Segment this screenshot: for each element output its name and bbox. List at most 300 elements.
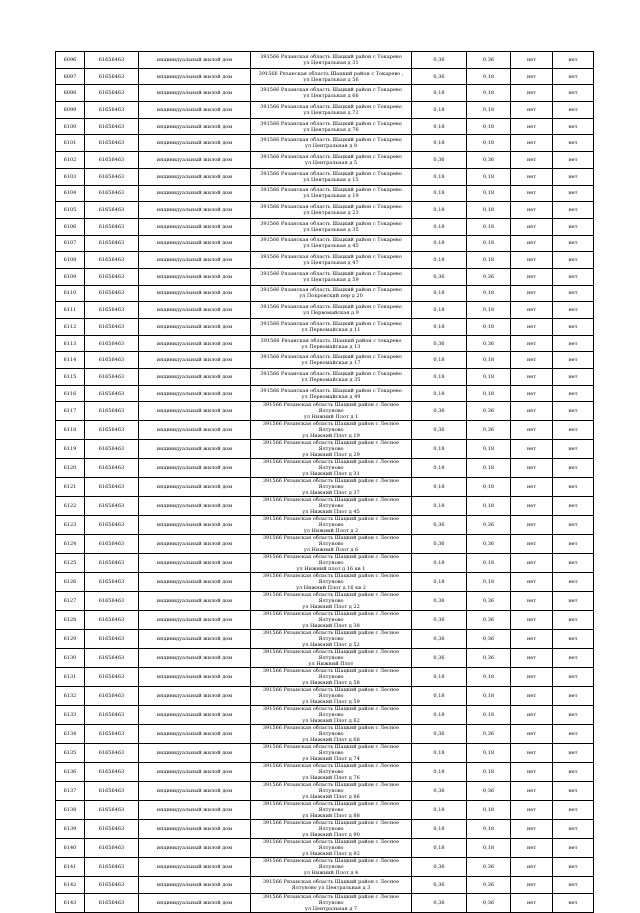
value-1-cell: 0,36 — [412, 402, 467, 421]
object-type-cell: индивидуальный жилой дом — [139, 102, 251, 119]
row-number-cell: 6127 — [56, 592, 85, 611]
value-2-cell: 0,18 — [467, 168, 511, 185]
row-number-cell: 6105 — [56, 202, 85, 219]
table-row — [56, 801, 594, 820]
code-cell: 61656463 — [85, 85, 139, 102]
value-2-cell: 0,36 — [467, 630, 511, 649]
address-line-2: ул Центральная д 66 — [303, 93, 359, 100]
value-1-cell: 0,18 — [412, 168, 467, 185]
flag-1-cell: нет — [511, 68, 553, 85]
flag-2-cell: нет — [553, 285, 594, 302]
address-line-2: ул Центральная д 47 — [303, 260, 359, 267]
flag-1-cell: нет — [511, 369, 553, 386]
value-1-cell: 0,36 — [412, 421, 467, 440]
flag-1-cell: нет — [511, 649, 553, 668]
address-line-2: ул Первомайская д 17 — [301, 360, 361, 367]
address-cell — [251, 782, 412, 801]
row-number-cell: 6139 — [56, 820, 85, 839]
table-row — [56, 894, 594, 913]
address-cell — [251, 516, 412, 535]
address-line-1: 391566 Рязанская область Шацкий район с Лесное Ялтуново — [262, 630, 400, 643]
flag-2-cell: нет — [553, 573, 594, 592]
table-row — [56, 52, 594, 69]
flag-2-cell: нет — [553, 202, 594, 219]
value-1-cell: 0,36 — [412, 152, 467, 169]
address-cell — [251, 252, 412, 269]
value-1-cell: 0,36 — [412, 516, 467, 535]
address-line-1: 391566 Рязанская область Шацкий район с Лесное Ялтуново — [262, 744, 400, 757]
code-cell: 61656463 — [85, 185, 139, 202]
table-row — [56, 202, 594, 219]
flag-2-cell: нет — [553, 252, 594, 269]
code-cell: 61656463 — [85, 319, 139, 336]
address-line-1: 391566 Рязанская область Шацкий район с Лесное Ялтуново — [262, 497, 400, 510]
address-line-1: 391566 Рязанская область Шацкий район с Токарево — [260, 53, 402, 60]
row-number-cell: 6104 — [56, 185, 85, 202]
code-cell: 61656463 — [85, 118, 139, 135]
object-type-cell: индивидуальный жилой дом — [139, 252, 251, 269]
code-cell: 61656463 — [85, 782, 139, 801]
value-2-cell: 0,18 — [467, 135, 511, 152]
object-type-cell: индивидуальный жилой дом — [139, 118, 251, 135]
address-line-1: 391566 Рязанская область Шацкий район с Лесное Ялтуново — [262, 611, 400, 624]
table-row — [56, 668, 594, 687]
object-type-cell: индивидуальный жилой дом — [139, 592, 251, 611]
flag-2-cell: нет — [553, 268, 594, 285]
flag-1-cell: нет — [511, 554, 553, 573]
flag-2-cell: нет — [553, 235, 594, 252]
flag-1-cell: нет — [511, 668, 553, 687]
value-2-cell: 0,18 — [467, 302, 511, 319]
code-cell: 61656463 — [85, 135, 139, 152]
address-line-1: 391566 Рязанская область Шацкий район с Лесное Ялтуново — [262, 894, 400, 907]
value-2-cell: 0,36 — [467, 592, 511, 611]
table-row — [56, 725, 594, 744]
code-cell: 61656463 — [85, 335, 139, 352]
table-row — [56, 649, 594, 668]
object-type-cell: индивидуальный жилой дом — [139, 285, 251, 302]
code-cell: 61656463 — [85, 858, 139, 877]
value-1-cell: 0,18 — [412, 497, 467, 516]
value-1-cell: 0,18 — [412, 118, 467, 135]
address-cell — [251, 102, 412, 119]
address-cell — [251, 352, 412, 369]
row-number-cell: 6129 — [56, 630, 85, 649]
code-cell: 61656463 — [85, 152, 139, 169]
object-type-cell: индивидуальный жилой дом — [139, 706, 251, 725]
code-cell: 61656463 — [85, 268, 139, 285]
table-row — [56, 352, 594, 369]
flag-1-cell: нет — [511, 85, 553, 102]
object-type-cell: индивидуальный жилой дом — [139, 302, 251, 319]
code-cell: 61656463 — [85, 744, 139, 763]
code-cell: 61656463 — [85, 168, 139, 185]
flag-2-cell: нет — [553, 801, 594, 820]
value-2-cell: 0,18 — [467, 744, 511, 763]
address-cell — [251, 535, 412, 554]
object-type-cell: индивидуальный жилой дом — [139, 725, 251, 744]
flag-2-cell: нет — [553, 152, 594, 169]
flag-2-cell: нет — [553, 535, 594, 554]
table-row — [56, 185, 594, 202]
object-type-cell: индивидуальный жилой дом — [139, 68, 251, 85]
code-cell: 61656463 — [85, 535, 139, 554]
address-line-2: ул Первомайская д 13 — [301, 343, 361, 350]
code-cell: 61656463 — [85, 554, 139, 573]
code-cell: 61656463 — [85, 68, 139, 85]
value-1-cell: 0,18 — [412, 218, 467, 235]
flag-2-cell: нет — [553, 554, 594, 573]
table-row — [56, 592, 594, 611]
flag-1-cell: нет — [511, 820, 553, 839]
value-1-cell: 0,36 — [412, 858, 467, 877]
table-row — [56, 319, 594, 336]
flag-2-cell: нет — [553, 85, 594, 102]
row-number-cell: 6137 — [56, 782, 85, 801]
row-number-cell: 6135 — [56, 744, 85, 763]
value-1-cell: 0,18 — [412, 302, 467, 319]
flag-2-cell: нет — [553, 820, 594, 839]
flag-2-cell: нет — [553, 497, 594, 516]
table-row — [56, 421, 594, 440]
code-cell: 61656463 — [85, 218, 139, 235]
address-line-1: 391566 Рязанская область Шацкий район с Лесное Ялтуново — [262, 782, 400, 795]
table-row — [56, 573, 594, 592]
address-cell — [251, 369, 412, 386]
address-line-2: ул Нижний Плот д 88 — [302, 813, 360, 820]
code-cell: 61656463 — [85, 52, 139, 69]
address-line-1: 391566 Рязанская область Шацкий район с Лесное Ялтуново — [262, 459, 400, 472]
value-1-cell: 0,36 — [412, 592, 467, 611]
address-line-2: ул Первомайская д 49 — [301, 393, 361, 400]
address-line-1: 391566 Рязанская область Шацкий район с Лесное Ялтуново — [262, 687, 400, 700]
flag-1-cell: нет — [511, 52, 553, 69]
address-line-2: ул Центральная д 23 — [303, 210, 359, 217]
address-line-1: 391566 Рязанская область Шацкий район с Токарево — [260, 304, 402, 311]
address-line-2: ул Нижний Плот д 29 — [302, 452, 360, 459]
table-row — [56, 877, 594, 894]
address-line-1: 391566 Рязанская область Шацкий район с Токарево — [260, 220, 402, 227]
address-cell — [251, 135, 412, 152]
address-cell — [251, 744, 412, 763]
value-2-cell: 0,18 — [467, 497, 511, 516]
address-line-1: 391566 Рязанская область Шацкий район с Лесное Ялтуново — [262, 725, 400, 738]
code-cell: 61656463 — [85, 725, 139, 744]
flag-1-cell: нет — [511, 782, 553, 801]
address-line-1: 391566 Рязанская область Шацкий район с Лесное Ялтуново — [262, 649, 400, 662]
flag-2-cell: нет — [553, 385, 594, 402]
value-2-cell: 0,18 — [467, 440, 511, 459]
table-row — [56, 218, 594, 235]
table-row — [56, 302, 594, 319]
address-line-2: ул Центральная д 15 — [303, 176, 359, 183]
flag-1-cell: нет — [511, 858, 553, 877]
value-1-cell: 0,18 — [412, 440, 467, 459]
value-1-cell: 0,18 — [412, 478, 467, 497]
address-line-2: ул Центральная д 45 — [303, 243, 359, 250]
value-2-cell: 0,36 — [467, 611, 511, 630]
value-2-cell: 0,36 — [467, 858, 511, 877]
address-line-1: 391566 Рязанская область Шацкий район с Лесное Ялтуново — [262, 801, 400, 814]
table-row — [56, 68, 594, 85]
value-1-cell: 0,18 — [412, 820, 467, 839]
value-1-cell: 0,18 — [412, 554, 467, 573]
flag-1-cell: нет — [511, 687, 553, 706]
row-number-cell: 6108 — [56, 252, 85, 269]
flag-1-cell: нет — [511, 268, 553, 285]
table-row — [56, 535, 594, 554]
row-number-cell: 6116 — [56, 385, 85, 402]
flag-2-cell: нет — [553, 421, 594, 440]
row-number-cell: 6138 — [56, 801, 85, 820]
address-line-1: 391566 Рязанская область Шацкий район с Лесное Ялтуново — [262, 421, 400, 434]
row-number-cell: 6101 — [56, 135, 85, 152]
address-line-1: 391566 Рязанская область Шацкий район с Лесное Ялтуново — [262, 573, 400, 586]
row-number-cell: 6110 — [56, 285, 85, 302]
address-line-2: ул Нижний Плот д 59 — [302, 699, 360, 706]
table-row — [56, 268, 594, 285]
flag-2-cell: нет — [553, 135, 594, 152]
address-line-2: ул Нижний Плот д 52 — [302, 642, 360, 649]
address-line-2: ул Нижний плот д 16 кв 1 — [296, 566, 366, 573]
table-row — [56, 335, 594, 352]
object-type-cell: индивидуальный жилой дом — [139, 744, 251, 763]
flag-1-cell: нет — [511, 744, 553, 763]
address-line-1: 391566 Рязанская область Шацкий район с Токарево — [260, 103, 402, 110]
row-number-cell: 6140 — [56, 839, 85, 858]
flag-1-cell: нет — [511, 801, 553, 820]
row-number-cell: 6126 — [56, 573, 85, 592]
flag-1-cell: нет — [511, 202, 553, 219]
address-cell — [251, 168, 412, 185]
flag-1-cell: нет — [511, 302, 553, 319]
address-line-2: ул Нижний Плот д 68 — [302, 737, 360, 744]
address-cell — [251, 218, 412, 235]
value-2-cell: 0,18 — [467, 235, 511, 252]
table-row — [56, 285, 594, 302]
row-number-cell: 6107 — [56, 235, 85, 252]
value-1-cell: 0,18 — [412, 573, 467, 592]
code-cell: 61656463 — [85, 687, 139, 706]
flag-2-cell: нет — [553, 744, 594, 763]
code-cell: 61656463 — [85, 630, 139, 649]
table-row — [56, 85, 594, 102]
row-number-cell: 6106 — [56, 218, 85, 235]
flag-1-cell: нет — [511, 611, 553, 630]
value-1-cell: 0,36 — [412, 649, 467, 668]
address-cell — [251, 459, 412, 478]
code-cell: 61656463 — [85, 102, 139, 119]
value-2-cell: 0,18 — [467, 118, 511, 135]
address-line-2: ул Нижний Плот д 1 — [303, 414, 359, 421]
code-cell: 61656463 — [85, 440, 139, 459]
row-number-cell: 6128 — [56, 611, 85, 630]
value-2-cell: 0,36 — [467, 894, 511, 913]
address-cell — [251, 478, 412, 497]
row-number-cell: 6134 — [56, 725, 85, 744]
table-row — [56, 630, 594, 649]
value-1-cell: 0,18 — [412, 459, 467, 478]
table-row — [56, 820, 594, 839]
flag-1-cell: нет — [511, 839, 553, 858]
table-row — [56, 402, 594, 421]
flag-2-cell: нет — [553, 839, 594, 858]
value-2-cell: 0,18 — [467, 185, 511, 202]
value-1-cell: 0,18 — [412, 102, 467, 119]
object-type-cell: индивидуальный жилой дом — [139, 369, 251, 386]
code-cell: 61656463 — [85, 611, 139, 630]
object-type-cell: индивидуальный жилой дом — [139, 687, 251, 706]
value-2-cell: 0,18 — [467, 385, 511, 402]
object-type-cell: индивидуальный жилой дом — [139, 185, 251, 202]
object-type-cell: индивидуальный жилой дом — [139, 202, 251, 219]
address-cell — [251, 152, 412, 169]
row-number-cell: 6096 — [56, 52, 85, 69]
address-line-2: ул Нижний Плот д 90 — [302, 832, 360, 839]
address-cell — [251, 68, 412, 85]
address-line-1: 391566 Рязанская область Шацкий район с Лесное Ялтуново — [262, 402, 400, 415]
value-1-cell: 0,18 — [412, 85, 467, 102]
value-2-cell: 0,36 — [467, 877, 511, 894]
flag-1-cell: нет — [511, 440, 553, 459]
row-number-cell: 6136 — [56, 763, 85, 782]
row-number-cell: 6113 — [56, 335, 85, 352]
address-cell — [251, 497, 412, 516]
object-type-cell: индивидуальный жилой дом — [139, 268, 251, 285]
address-cell — [251, 687, 412, 706]
object-type-cell: индивидуальный жилой дом — [139, 335, 251, 352]
address-line-2: ул Центральная д 19 — [303, 193, 359, 200]
flag-1-cell: нет — [511, 319, 553, 336]
object-type-cell: индивидуальный жилой дом — [139, 554, 251, 573]
row-number-cell: 6141 — [56, 858, 85, 877]
address-line-1: 391566 Рязанская область Шацкий район с Токарево — [260, 87, 402, 94]
address-line-2: ул Нижний Плот д 31 — [302, 471, 360, 478]
address-line-2: ул Нижний Плот д 45 — [302, 509, 360, 516]
code-cell: 61656463 — [85, 706, 139, 725]
value-1-cell: 0,18 — [412, 319, 467, 336]
code-cell: 61656463 — [85, 801, 139, 820]
address-cell — [251, 763, 412, 782]
address-line-1: 391566 Рязанская область Шацкий район с Лесное Ялтуново — [262, 478, 400, 491]
value-2-cell: 0,18 — [467, 478, 511, 497]
value-1-cell: 0,36 — [412, 52, 467, 69]
code-cell: 61656463 — [85, 478, 139, 497]
value-2-cell: 0,18 — [467, 801, 511, 820]
data-table — [55, 51, 594, 913]
table-row — [56, 763, 594, 782]
flag-2-cell: нет — [553, 68, 594, 85]
address-cell — [251, 285, 412, 302]
flag-1-cell: нет — [511, 185, 553, 202]
row-number-cell: 6099 — [56, 102, 85, 119]
value-2-cell: 0,18 — [467, 102, 511, 119]
value-1-cell: 0,36 — [412, 268, 467, 285]
code-cell: 61656463 — [85, 894, 139, 913]
table-row — [56, 135, 594, 152]
object-type-cell: индивидуальный жилой дом — [139, 630, 251, 649]
address-line-1: 391566 Рязанская область Шацкий район с Лесное Ялтуново — [262, 858, 400, 871]
value-1-cell: 0,18 — [412, 744, 467, 763]
object-type-cell: индивидуальный жилой дом — [139, 478, 251, 497]
value-1-cell: 0,18 — [412, 839, 467, 858]
address-line-1: 391566 Рязанская область Шацкий район с Лесное Ялтуново — [262, 763, 400, 776]
flag-2-cell: нет — [553, 302, 594, 319]
object-type-cell: индивидуальный жилой дом — [139, 894, 251, 913]
value-1-cell: 0,18 — [412, 369, 467, 386]
value-1-cell: 0,36 — [412, 725, 467, 744]
flag-1-cell: нет — [511, 385, 553, 402]
address-line-2: ул Центральная д 5 — [304, 159, 358, 166]
row-number-cell: 6133 — [56, 706, 85, 725]
value-2-cell: 0,18 — [467, 573, 511, 592]
object-type-cell: индивидуальный жилой дом — [139, 319, 251, 336]
row-number-cell: 6100 — [56, 118, 85, 135]
address-line-1: 391566 Рязанская область Шацкий район с Лесное Ялтуново — [262, 516, 400, 529]
value-1-cell: 0,18 — [412, 706, 467, 725]
address-line-1: 391566 Рязанская область Шацкий район с Лесное Ялтуново — [262, 535, 400, 548]
table-row — [56, 611, 594, 630]
row-number-cell: 6103 — [56, 168, 85, 185]
code-cell: 61656463 — [85, 592, 139, 611]
flag-2-cell: нет — [553, 168, 594, 185]
address-cell — [251, 85, 412, 102]
value-2-cell: 0,36 — [467, 535, 511, 554]
address-line-2: ул Первомайская д 9 — [303, 310, 359, 317]
flag-1-cell: нет — [511, 630, 553, 649]
object-type-cell: индивидуальный жилой дом — [139, 516, 251, 535]
address-line-1: 391566 Рязанская область Шацкий район с Токарево — [260, 287, 402, 294]
row-number-cell: 6114 — [56, 352, 85, 369]
value-1-cell: 0,36 — [412, 877, 467, 894]
row-number-cell: 6118 — [56, 421, 85, 440]
value-2-cell: 0,18 — [467, 285, 511, 302]
table-row — [56, 858, 594, 877]
value-2-cell: 0,36 — [467, 152, 511, 169]
table-row — [56, 385, 594, 402]
address-line-2: ул Первомайская д 11 — [301, 326, 361, 333]
address-line-2: ул Нижний Плот д 58 — [302, 680, 360, 687]
flag-2-cell: нет — [553, 478, 594, 497]
address-line-1: 391566 Рязанская область Шацкий район с Лесное Ялтуново — [262, 706, 400, 719]
table-row — [56, 744, 594, 763]
flag-2-cell: нет — [553, 649, 594, 668]
address-line-1: 391566 Рязанская область Шацкий район с Токарево — [260, 320, 402, 327]
value-2-cell: 0,18 — [467, 763, 511, 782]
object-type-cell: индивидуальный жилой дом — [139, 459, 251, 478]
table-row — [56, 706, 594, 725]
flag-1-cell: нет — [511, 459, 553, 478]
row-number-cell: 6123 — [56, 516, 85, 535]
value-1-cell: 0,18 — [412, 285, 467, 302]
address-line-1: 391566 Рязанская область Шацкий район с Лесное — [262, 879, 400, 886]
value-1-cell: 0,18 — [412, 185, 467, 202]
code-cell: 61656463 — [85, 877, 139, 894]
row-number-cell: 6097 — [56, 68, 85, 85]
value-2-cell: 0,18 — [467, 668, 511, 687]
flag-1-cell: нет — [511, 335, 553, 352]
table-row — [56, 459, 594, 478]
address-line-1: 391566 Рязанская область Шацкий район с Лесное Ялтуново — [262, 839, 400, 852]
row-number-cell: 6125 — [56, 554, 85, 573]
value-2-cell: 0,36 — [467, 649, 511, 668]
table-row — [56, 369, 594, 386]
table-row — [56, 118, 594, 135]
address-line-2: ул Центральная д 7 — [304, 906, 358, 913]
flag-1-cell: нет — [511, 573, 553, 592]
flag-2-cell: нет — [553, 402, 594, 421]
value-1-cell: 0,18 — [412, 252, 467, 269]
